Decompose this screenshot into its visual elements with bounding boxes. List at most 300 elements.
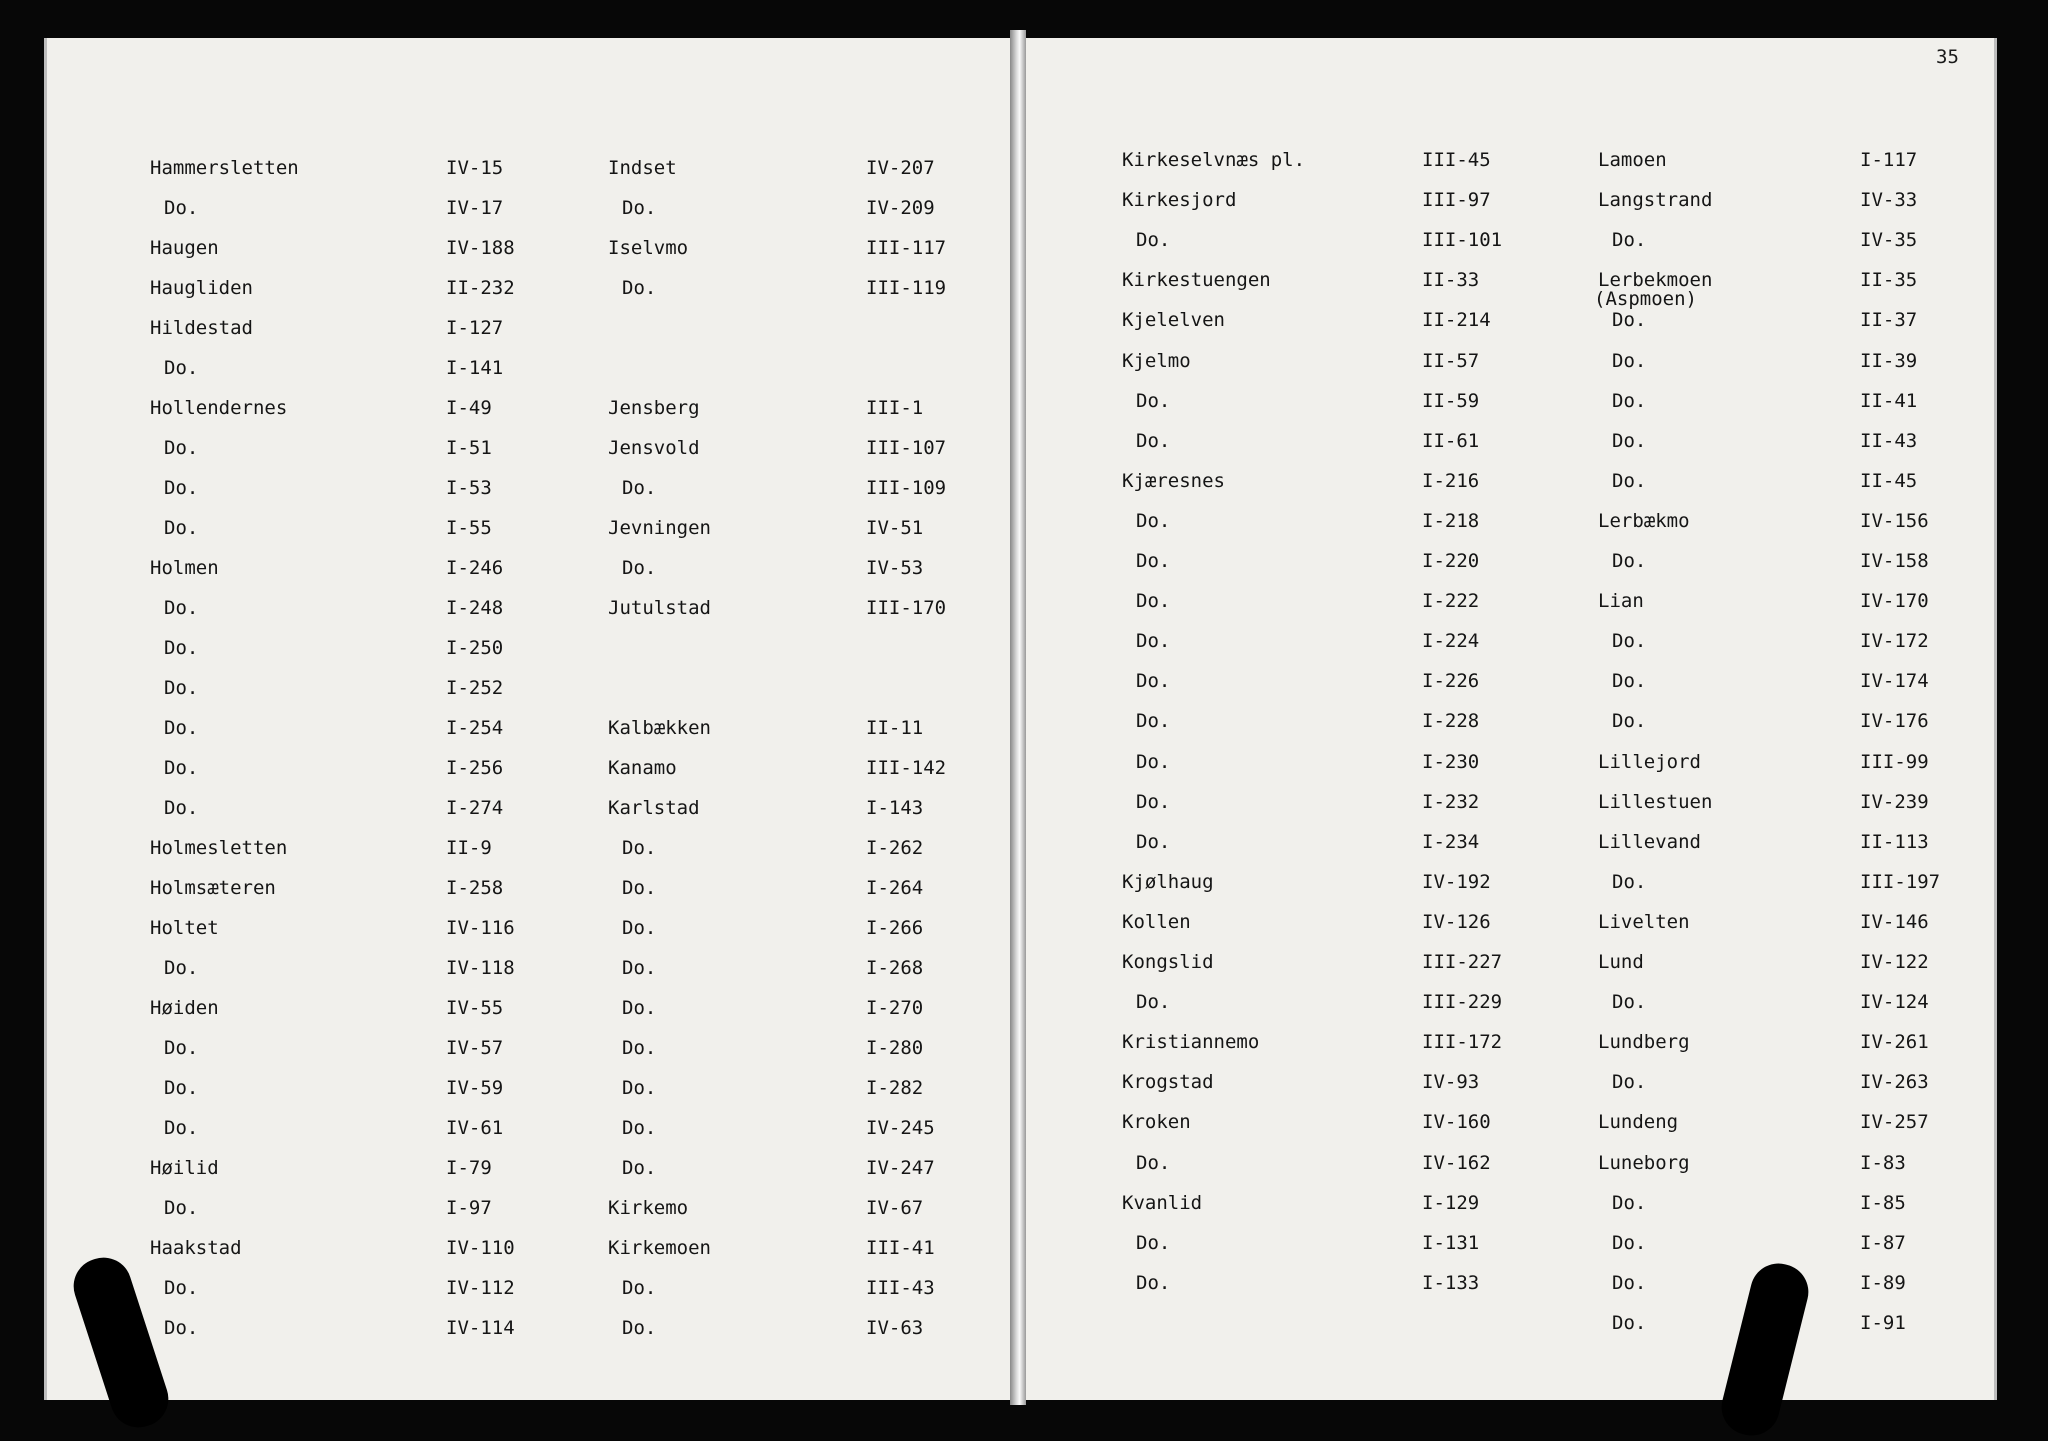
volume-page-ref: IV-110: [446, 1237, 515, 1259]
volume-page-ref: I-220: [1422, 550, 1480, 572]
register-entry: [590, 1276, 1010, 1300]
place-name: Do.: [164, 637, 199, 659]
register-entry: [590, 1116, 1010, 1140]
volume-page-ref: II-33: [1422, 269, 1480, 292]
register-entry: [590, 676, 1010, 700]
register-entry: [1570, 990, 1990, 1014]
volume-page-ref: I-83: [1860, 1151, 1906, 1174]
volume-page-ref: I-258: [446, 877, 504, 899]
volume-page-ref: III-170: [866, 597, 947, 619]
register-entry: [150, 1276, 570, 1300]
register-entry: [590, 716, 1010, 740]
register-entry: [590, 276, 1010, 300]
volume-page-ref: IV-192: [1422, 870, 1491, 893]
register-entry: [1570, 308, 1990, 332]
register-entry: [1122, 1311, 1542, 1335]
register-entry: [590, 156, 1010, 180]
volume-page-ref: II-45: [1860, 469, 1918, 492]
register-entry: [150, 396, 570, 420]
place-name: Hildestad: [150, 317, 253, 339]
volume-page-ref: IV-114: [446, 1317, 515, 1339]
register-entry: [1122, 910, 1542, 934]
place-name: Do.: [622, 917, 657, 939]
place-name: Do.: [164, 1277, 199, 1299]
place-name: Kjølhaug: [1122, 870, 1214, 893]
place-name: Do.: [1612, 349, 1647, 372]
volume-page-ref: I-230: [1422, 750, 1480, 773]
volume-page-ref: IV-57: [446, 1037, 504, 1059]
volume-page-ref: II-232: [446, 277, 515, 299]
place-name: Do.: [1612, 670, 1647, 693]
place-name: Do.: [164, 437, 199, 459]
place-name: Luneborg: [1598, 1151, 1690, 1174]
register-entry: [1570, 188, 1990, 212]
register-entry: [590, 796, 1010, 820]
register-entry: [150, 316, 570, 340]
volume-page-ref: I-49: [446, 397, 492, 419]
register-entry: [1122, 750, 1542, 774]
volume-page-ref: I-87: [1860, 1231, 1906, 1254]
place-name: Do.: [1136, 590, 1171, 613]
volume-page-ref: III-101: [1422, 229, 1503, 252]
place-name: Do.: [1612, 710, 1647, 733]
place-name: Do.: [622, 277, 657, 299]
volume-page-ref: I-280: [866, 1037, 924, 1059]
place-name: Kvanlid: [1122, 1191, 1203, 1214]
place-name: Lian: [1598, 590, 1644, 613]
register-entry: [150, 876, 570, 900]
register-entry: [1570, 1030, 1990, 1054]
place-name: Do.: [1136, 710, 1171, 733]
register-entry: [1570, 429, 1990, 453]
register-entry: [590, 596, 1010, 620]
volume-page-ref: II-35: [1860, 269, 1918, 292]
place-name: Krogstad: [1122, 1071, 1214, 1094]
register-entry: [150, 596, 570, 620]
place-name: Do.: [1612, 469, 1647, 492]
place-name: Jutulstad: [608, 597, 711, 619]
place-name: Kirkemoen: [608, 1237, 711, 1259]
place-name: Do.: [622, 477, 657, 499]
volume-page-ref: IV-162: [1422, 1151, 1491, 1174]
place-name: Kanamo: [608, 757, 677, 779]
volume-page-ref: II-61: [1422, 429, 1480, 452]
register-entry: [1122, 188, 1542, 212]
volume-page-ref: IV-93: [1422, 1071, 1480, 1094]
volume-page-ref: IV-160: [1422, 1111, 1491, 1134]
volume-page-ref: II-9: [446, 837, 492, 859]
volume-page-ref: IV-67: [866, 1197, 924, 1219]
volume-page-ref: IV-33: [1860, 189, 1918, 212]
place-name: Do.: [1136, 750, 1171, 773]
register-entry: [150, 1036, 570, 1060]
register-entry: [150, 756, 570, 780]
place-name: Do.: [622, 1277, 657, 1299]
place-name: Kollen: [1122, 910, 1191, 933]
volume-page-ref: IV-176: [1860, 710, 1929, 733]
volume-page-ref: I-262: [866, 837, 924, 859]
register-entry: [1570, 950, 1990, 974]
place-name: Do.: [164, 1077, 199, 1099]
register-entry: [1122, 268, 1542, 292]
place-name: Holmen: [150, 557, 219, 579]
register-entry: [590, 636, 1010, 660]
volume-page-ref: I-228: [1422, 710, 1480, 733]
register-entry: [1570, 1191, 1990, 1215]
place-name: Do.: [622, 1037, 657, 1059]
volume-page-ref: II-43: [1860, 429, 1918, 452]
volume-page-ref: I-85: [1860, 1191, 1906, 1214]
register-entry: [1122, 1030, 1542, 1054]
volume-page-ref: IV-116: [446, 917, 515, 939]
volume-page-ref: I-254: [446, 717, 504, 739]
place-name: Do.: [1612, 550, 1647, 572]
register-entry: [150, 1116, 570, 1140]
volume-page-ref: III-117: [866, 237, 947, 259]
place-name: Do.: [1612, 229, 1647, 252]
place-name: Do.: [164, 197, 199, 219]
register-entry: [1570, 830, 1990, 854]
volume-page-ref: I-252: [446, 677, 504, 699]
page-number: 35: [1936, 46, 1959, 68]
volume-page-ref: III-1: [866, 397, 924, 419]
volume-page-ref: IV-61: [446, 1117, 504, 1139]
register-entry: [1122, 1110, 1542, 1134]
register-entry: [1122, 469, 1542, 493]
register-entry: [590, 1156, 1010, 1180]
register-entry: [150, 1316, 570, 1340]
place-name: Kristiannemo: [1122, 1031, 1260, 1054]
volume-page-ref: IV-122: [1860, 951, 1929, 973]
place-name: Do.: [164, 677, 199, 699]
register-entry: [150, 476, 570, 500]
volume-page-ref: I-222: [1422, 590, 1480, 613]
volume-page-ref: IV-172: [1860, 630, 1929, 653]
place-name: Do.: [622, 197, 657, 219]
place-name: Kirkesjord: [1122, 189, 1237, 212]
register-entry: [590, 1316, 1010, 1340]
place-name: Do.: [164, 1317, 199, 1339]
volume-page-ref: I-256: [446, 757, 504, 779]
place-name: Holmsæteren: [150, 877, 276, 899]
register-entry: [1570, 750, 1990, 774]
register-entry: [590, 1196, 1010, 1220]
place-name: Haugliden: [150, 277, 253, 299]
volume-page-ref: I-274: [446, 797, 504, 819]
volume-page-ref: I-218: [1422, 509, 1480, 532]
place-name: Do.: [1612, 1071, 1647, 1094]
place-name: Do.: [1612, 429, 1647, 452]
register-entry: [1122, 389, 1542, 413]
register-entry: [590, 996, 1010, 1020]
volume-page-ref: I-268: [866, 957, 924, 979]
place-name: Haakstad: [150, 1237, 242, 1259]
register-entry: [1122, 950, 1542, 974]
place-name: Livelten: [1598, 910, 1690, 933]
register-entry: [1122, 790, 1542, 814]
place-name: Do.: [622, 997, 657, 1019]
place-name: Do.: [1612, 1311, 1647, 1334]
register-entry: [590, 1236, 1010, 1260]
volume-page-ref: I-266: [866, 917, 924, 939]
place-name: Holtet: [150, 917, 219, 939]
place-name: Holmesletten: [150, 837, 288, 859]
volume-page-ref: IV-118: [446, 957, 515, 979]
register-entry: [1570, 669, 1990, 693]
volume-page-ref: III-172: [1422, 1031, 1503, 1054]
volume-page-ref: IV-188: [446, 237, 515, 259]
register-entry: [1122, 1151, 1542, 1175]
register-entry: [1122, 830, 1542, 854]
volume-page-ref: IV-247: [866, 1157, 935, 1179]
volume-page-ref: I-53: [446, 477, 492, 499]
place-name: Kjelmo: [1122, 349, 1191, 372]
volume-page-ref: III-119: [866, 277, 947, 299]
place-name: Jensvold: [608, 437, 700, 459]
register-entry: [1570, 1151, 1990, 1175]
register-entry: [1122, 1070, 1542, 1094]
register-entry: [590, 356, 1010, 380]
place-name: Do.: [1136, 991, 1171, 1014]
register-entry: [1122, 1231, 1542, 1255]
place-name: Do.: [164, 1197, 199, 1219]
place-name: Do.: [164, 1037, 199, 1059]
register-entry: [150, 156, 570, 180]
volume-page-ref: IV-174: [1860, 670, 1929, 693]
volume-page-ref: II-113: [1860, 830, 1929, 853]
volume-page-ref: IV-261: [1860, 1031, 1929, 1054]
place-name: Do.: [164, 517, 199, 539]
place-name: Do.: [1136, 550, 1171, 572]
place-name: Kjæresnes: [1122, 469, 1225, 492]
register-entry: [1122, 669, 1542, 693]
register-entry: [150, 716, 570, 740]
place-name: Jensberg: [608, 397, 700, 419]
volume-page-ref: II-11: [866, 717, 924, 739]
place-name: Do.: [164, 957, 199, 979]
place-name: Haugen: [150, 237, 219, 259]
register-entry: [1570, 910, 1990, 934]
volume-page-ref: IV-126: [1422, 910, 1491, 933]
place-name: Do.: [164, 357, 199, 379]
volume-page-ref: I-97: [446, 1197, 492, 1219]
register-entry: [590, 196, 1010, 220]
register-entry: [590, 476, 1010, 500]
register-entry: [1122, 709, 1542, 733]
volume-page-ref: IV-257: [1860, 1111, 1929, 1134]
register-entry: [1122, 549, 1542, 573]
place-name: Do.: [164, 797, 199, 819]
register-entry: [1570, 228, 1990, 252]
volume-page-ref: III-229: [1422, 991, 1503, 1014]
place-name: Kongslid: [1122, 951, 1214, 973]
register-entry: [1122, 349, 1542, 373]
volume-page-ref: I-131: [1422, 1231, 1480, 1254]
place-name: Do.: [1612, 991, 1647, 1014]
register-entry: [1122, 990, 1542, 1014]
place-name: Lundberg: [1598, 1031, 1690, 1054]
volume-page-ref: I-216: [1422, 469, 1480, 492]
place-name: Do.: [1612, 389, 1647, 412]
place-name: Do.: [164, 1117, 199, 1139]
register-entry: [1122, 509, 1542, 533]
volume-page-ref: III-107: [866, 437, 947, 459]
volume-page-ref: II-39: [1860, 349, 1918, 372]
place-name: Do.: [622, 837, 657, 859]
register-entry: [1122, 429, 1542, 453]
place-name: Do.: [1136, 1231, 1171, 1254]
register-entry: [1122, 228, 1542, 252]
place-name: Kjelelven: [1122, 309, 1225, 332]
place-name: Kroken: [1122, 1111, 1191, 1134]
register-entry: [1570, 629, 1990, 653]
place-name: Lerbækmo: [1598, 509, 1690, 532]
register-entry: [590, 876, 1010, 900]
volume-page-ref: II-59: [1422, 389, 1480, 412]
book-gutter: [1010, 30, 1026, 1405]
volume-page-ref: I-55: [446, 517, 492, 539]
place-name: Do.: [1612, 630, 1647, 653]
place-name: Lamoen: [1598, 149, 1667, 171]
register-entry: [590, 396, 1010, 420]
place-name: Do.: [622, 557, 657, 579]
volume-page-ref: III-99: [1860, 750, 1929, 773]
place-name: Lillestuen: [1598, 790, 1713, 813]
volume-page-ref: I-89: [1860, 1271, 1906, 1294]
volume-page-ref: I-117: [1860, 149, 1918, 171]
register-entry: [150, 436, 570, 460]
volume-page-ref: IV-158: [1860, 550, 1929, 572]
volume-page-ref: IV-53: [866, 557, 924, 579]
place-name: Lund: [1598, 951, 1644, 973]
volume-page-ref: IV-170: [1860, 590, 1929, 613]
register-entry: [150, 796, 570, 820]
volume-page-ref: IV-51: [866, 517, 924, 539]
register-entry: [1122, 308, 1542, 332]
register-entry: [590, 1036, 1010, 1060]
volume-page-ref: IV-59: [446, 1077, 504, 1099]
register-entry: [590, 316, 1010, 340]
volume-page-ref: II-41: [1860, 389, 1918, 412]
place-name: Do.: [1612, 309, 1647, 332]
volume-page-ref: IV-15: [446, 157, 504, 179]
volume-page-ref: I-264: [866, 877, 924, 899]
register-entry: [1570, 1231, 1990, 1255]
place-name: Kirkeselvnæs pl.: [1122, 149, 1306, 171]
volume-page-ref: I-224: [1422, 630, 1480, 653]
register-entry: [1570, 349, 1990, 373]
register-entry: [590, 756, 1010, 780]
place-name: Jevningen: [608, 517, 711, 539]
place-name: Kirkemo: [608, 1197, 689, 1219]
volume-page-ref: IV-263: [1860, 1071, 1929, 1094]
register-entry: [1122, 148, 1542, 172]
volume-page-ref: IV-207: [866, 157, 935, 179]
register-entry: [590, 1076, 1010, 1100]
place-name: Do.: [1612, 1231, 1647, 1254]
place-name: Iselvmo: [608, 237, 689, 259]
place-name: Høiden: [150, 997, 219, 1019]
register-entry: [1570, 268, 1990, 311]
register-entry: [1570, 469, 1990, 493]
register-entry: [150, 356, 570, 380]
place-name: Do.: [622, 1157, 657, 1179]
place-name: Do.: [1136, 389, 1171, 412]
place-name: Lillejord: [1598, 750, 1701, 773]
place-name: Lillevand: [1598, 830, 1701, 853]
volume-page-ref: II-37: [1860, 309, 1918, 332]
volume-page-ref: II-214: [1422, 309, 1491, 332]
volume-page-ref: I-234: [1422, 830, 1480, 853]
register-entry: [150, 1156, 570, 1180]
volume-page-ref: IV-146: [1860, 910, 1929, 933]
register-entry: [150, 196, 570, 220]
register-entry: [590, 956, 1010, 980]
place-name: Do.: [622, 957, 657, 979]
place-name: Do.: [1136, 630, 1171, 653]
volume-page-ref: III-109: [866, 477, 947, 499]
register-entry: [590, 916, 1010, 940]
register-entry: [590, 436, 1010, 460]
volume-page-ref: I-91: [1860, 1311, 1906, 1334]
volume-page-ref: I-246: [446, 557, 504, 579]
register-entry: [590, 516, 1010, 540]
register-entry: [1570, 870, 1990, 894]
place-name: Lerbekmoen: [1598, 269, 1713, 292]
volume-page-ref: IV-55: [446, 997, 504, 1019]
register-entry: [590, 836, 1010, 860]
volume-page-ref: IV-35: [1860, 229, 1918, 252]
place-name: Hollendernes: [150, 397, 288, 419]
register-entry: [150, 956, 570, 980]
volume-page-ref: I-226: [1422, 670, 1480, 693]
place-name: Karlstad: [608, 797, 700, 819]
volume-page-ref: I-133: [1422, 1271, 1480, 1294]
place-name: Do.: [622, 1117, 657, 1139]
register-entry: [150, 1076, 570, 1100]
volume-page-ref: IV-239: [1860, 790, 1929, 813]
place-name: Kirkestuengen: [1122, 269, 1271, 292]
volume-page-ref: I-143: [866, 797, 924, 819]
volume-page-ref: III-142: [866, 757, 947, 779]
volume-page-ref: IV-63: [866, 1317, 924, 1339]
place-name: Do.: [1136, 790, 1171, 813]
place-name: Do.: [1136, 509, 1171, 532]
register-entry: [150, 676, 570, 700]
volume-page-ref: IV-209: [866, 197, 935, 219]
register-entry: [150, 1196, 570, 1220]
volume-page-ref: I-127: [446, 317, 504, 339]
volume-page-ref: III-43: [866, 1277, 935, 1299]
register-entry: [1570, 709, 1990, 733]
place-name: Do.: [164, 717, 199, 739]
place-name: Lundeng: [1598, 1111, 1679, 1134]
register-entry: [150, 276, 570, 300]
register-entry: [590, 556, 1010, 580]
register-entry: [1122, 1271, 1542, 1295]
volume-page-ref: IV-156: [1860, 509, 1929, 532]
volume-page-ref: III-197: [1860, 870, 1941, 893]
volume-page-ref: III-97: [1422, 189, 1491, 212]
place-name: Do.: [1612, 1271, 1647, 1294]
register-entry: [1570, 509, 1990, 533]
place-name: Do.: [164, 597, 199, 619]
volume-page-ref: I-129: [1422, 1191, 1480, 1214]
register-entry: [1570, 790, 1990, 814]
volume-page-ref: IV-17: [446, 197, 504, 219]
register-entry: [1122, 629, 1542, 653]
volume-page-ref: II-57: [1422, 349, 1480, 372]
